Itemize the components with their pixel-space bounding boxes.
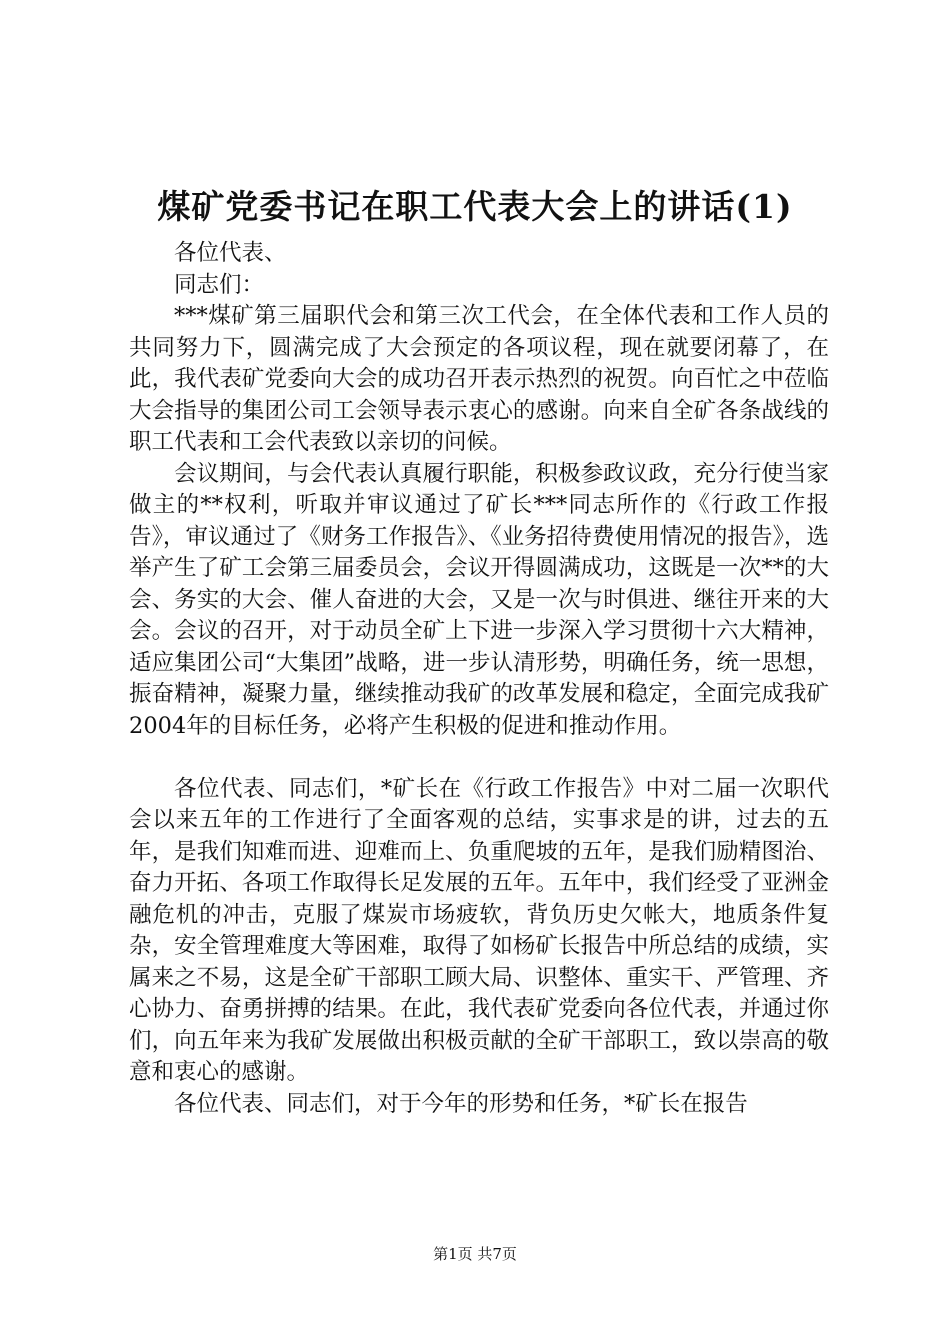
document-title: 煤矿党委书记在职工代表大会上的讲话(1) — [157, 187, 793, 226]
salutation-line: 各位代表、 — [174, 240, 287, 266]
paragraph-spacer — [129, 742, 829, 774]
body-paragraph: 各位代表、同志们，*矿长在《行政工作报告》中对二届一次职代会以来五年的工作进行了全面客观的总结，实事求是的讲，过去的五年，是我们知难而进、迎难而上、负重爬坡的五年，是我们励精图治、奋力开拓、各项工作取得长足发展的五年。五年中，我们经受了亚洲金融危机的冲击，克服了煤炭市场疲软，背负历史欠帐大，地质条件复杂，安全管理难度大等困难，取得了如杨矿长报告中所总结的成绩，实属来之不易，这是全矿干部职工顾大局、识整体、重实干、严管理、齐心协力、奋勇拼搏的结果。在此，我代表矿党委向各位代表，并通过你们，向五年来为我矿发展做出积极贡献的全矿干部职工，致以崇高的敬意和衷心的感谢。 — [129, 775, 829, 1085]
body-paragraph: 各位代表、同志们，对于今年的形势和任务，*矿长在报告 — [174, 1090, 748, 1117]
body-paragraph: 会议期间，与会代表认真履行职能，积极参政议政，充分行使当家做主的**权利，听取并审议通过了矿长***同志所作的《行政工作报告》，审议通过了《财务工作报告》、《业务招待费使用情况的报告》，选举产生了矿工会第三届委员会，会议开得圆满成功，这既是一次**的大会、务实的大会、催人奋进的大会，又是一次与时俱进、继往开来的大会。会议的召开，对于动员全矿上下进一步深入学习贯彻十六大精神，适应集团公司“大集团”战略，进一步认清形势，明确任务，统一思想，振奋精神，凝聚力量，继续推动我矿的改革发展和稳定，全面完成我矿2004年的目标任务，必将产生积极的促进和推动作用。 — [129, 460, 829, 739]
page-footer: 第1页 共7页 — [433, 1245, 517, 1263]
body-paragraph: ***煤矿第三届职代会和第三次工代会，在全体代表和工作人员的共同努力下，圆满完成了大会预定的各项议程，现在就要闭幕了，在此，我代表矿党委向大会的成功召开表示热烈的祝贺。向百忙之中莅临大会指导的集团公司工会领导表示衷心的感谢。向来自全矿各条战线的职工代表和工会代表致以亲切的问候。 — [129, 303, 829, 455]
document-body — [129, 238, 829, 1120]
salutation-line: 同志们： — [174, 271, 265, 298]
